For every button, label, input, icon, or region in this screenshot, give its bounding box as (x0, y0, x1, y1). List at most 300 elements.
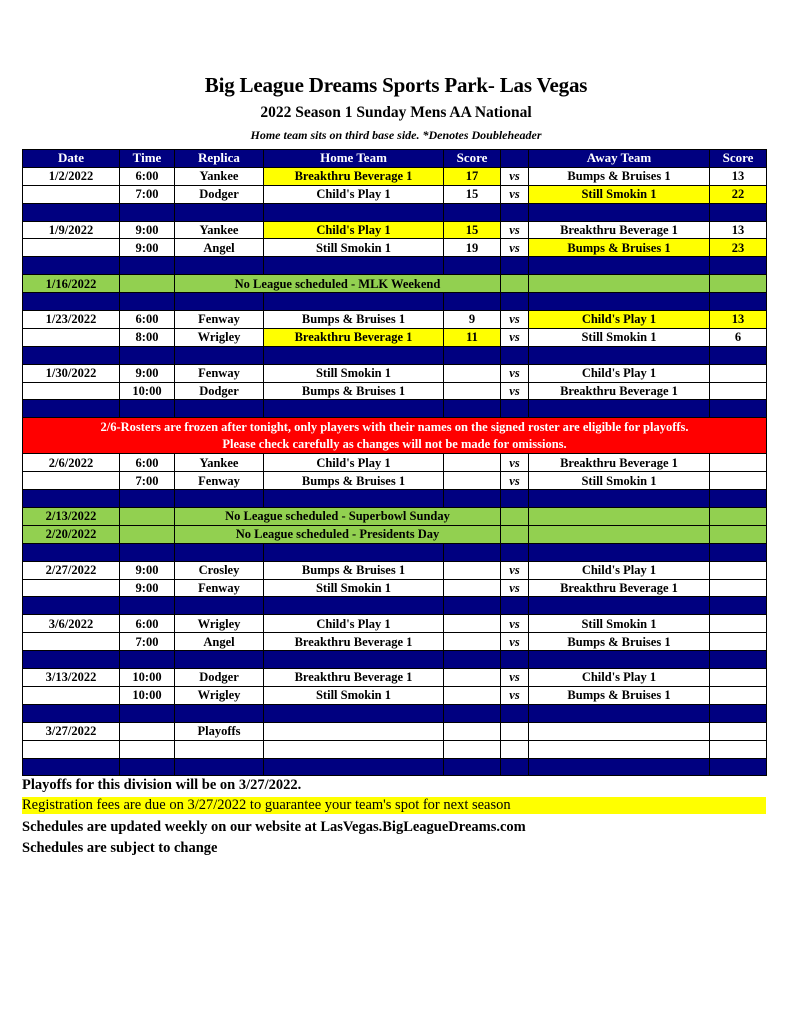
separator-cell (23, 257, 120, 275)
game-date: 3/6/2022 (23, 615, 120, 633)
empty-cell (120, 508, 175, 526)
home-team: Child's Play 1 (264, 454, 444, 472)
separator-cell (120, 758, 175, 776)
separator-cell (120, 543, 175, 561)
playoffs-date: 3/27/2022 (23, 722, 120, 740)
game-date (23, 472, 120, 490)
separator-cell (175, 704, 264, 722)
game-field: Angel (175, 633, 264, 651)
separator-cell (264, 758, 444, 776)
empty-cell (501, 740, 529, 758)
separator-cell (444, 490, 501, 508)
separator-cell (710, 203, 767, 221)
game-time: 10:00 (120, 382, 175, 400)
separator-cell (529, 400, 710, 418)
separator-cell (264, 490, 444, 508)
away-score (710, 686, 767, 704)
separator-cell (529, 704, 710, 722)
game-date: 1/30/2022 (23, 364, 120, 382)
away-score (710, 472, 767, 490)
home-score (444, 382, 501, 400)
away-score: 22 (710, 185, 767, 203)
separator-cell (444, 346, 501, 364)
vs-label: vs (501, 561, 529, 579)
game-date (23, 579, 120, 597)
away-team: Bumps & Bruises 1 (529, 686, 710, 704)
separator-cell (529, 597, 710, 615)
game-row (23, 221, 767, 239)
no-league-date: 2/20/2022 (23, 525, 120, 543)
separator-cell (120, 490, 175, 508)
game-time: 7:00 (120, 633, 175, 651)
game-field: Fenway (175, 472, 264, 490)
separator-cell (710, 597, 767, 615)
separator-cell (529, 651, 710, 669)
game-field: Angel (175, 239, 264, 257)
home-team: Child's Play 1 (264, 185, 444, 203)
home-team: Breakthru Beverage 1 (264, 328, 444, 346)
separator-cell (264, 203, 444, 221)
separator-cell (175, 203, 264, 221)
separator-cell (501, 490, 529, 508)
no-league-message: No League scheduled - Superbowl Sunday (175, 508, 501, 526)
empty-cell (710, 525, 767, 543)
game-row (23, 669, 767, 687)
home-score (444, 615, 501, 633)
home-team: Still Smokin 1 (264, 686, 444, 704)
empty-cell (529, 508, 710, 526)
home-team: Breakthru Beverage 1 (264, 167, 444, 185)
game-row (23, 328, 767, 346)
empty-cell (444, 740, 501, 758)
game-field: Wrigley (175, 686, 264, 704)
col-header-home-score: Score (444, 150, 501, 168)
separator-cell (175, 293, 264, 311)
separator-cell (120, 400, 175, 418)
game-date: 2/27/2022 (23, 561, 120, 579)
separator-cell (120, 257, 175, 275)
empty-cell (710, 275, 767, 293)
vs-label: vs (501, 239, 529, 257)
empty-cell (710, 508, 767, 526)
game-date: 2/6/2022 (23, 454, 120, 472)
away-team: Breakthru Beverage 1 (529, 579, 710, 597)
separator-row (23, 651, 767, 669)
separator-row (23, 597, 767, 615)
game-date (23, 185, 120, 203)
home-score (444, 561, 501, 579)
vs-label: vs (501, 167, 529, 185)
empty-cell (501, 508, 529, 526)
separator-cell (175, 346, 264, 364)
game-date (23, 686, 120, 704)
empty-cell (175, 740, 264, 758)
separator-cell (120, 346, 175, 364)
game-row (23, 686, 767, 704)
game-field: Yankee (175, 454, 264, 472)
away-score: 6 (710, 328, 767, 346)
game-date: 1/9/2022 (23, 221, 120, 239)
game-date (23, 382, 120, 400)
away-team: Child's Play 1 (529, 311, 710, 329)
away-team: Bumps & Bruises 1 (529, 239, 710, 257)
game-field: Crosley (175, 561, 264, 579)
empty-cell (501, 275, 529, 293)
game-field: Fenway (175, 364, 264, 382)
away-score (710, 364, 767, 382)
empty-cell (501, 525, 529, 543)
home-team: Bumps & Bruises 1 (264, 561, 444, 579)
col-header-home-team: Home Team (264, 150, 444, 168)
schedule-table (22, 149, 767, 776)
vs-label: vs (501, 615, 529, 633)
separator-row (23, 704, 767, 722)
separator-cell (23, 704, 120, 722)
home-team: Child's Play 1 (264, 221, 444, 239)
home-score (444, 633, 501, 651)
separator-cell (529, 293, 710, 311)
game-time: 8:00 (120, 328, 175, 346)
separator-row (23, 543, 767, 561)
empty-cell (529, 275, 710, 293)
col-header-vs (501, 150, 529, 168)
game-time: 6:00 (120, 311, 175, 329)
empty-cell (529, 525, 710, 543)
separator-cell (444, 704, 501, 722)
footer-website-note: Schedules are updated weekly on our website at LasVegas.BigLeagueDreams.com (22, 819, 526, 835)
separator-cell (444, 543, 501, 561)
separator-cell (444, 293, 501, 311)
separator-cell (120, 597, 175, 615)
away-score: 13 (710, 167, 767, 185)
separator-cell (501, 704, 529, 722)
empty-cell (529, 740, 710, 758)
no-league-message: No League scheduled - Presidents Day (175, 525, 501, 543)
game-field: Dodger (175, 185, 264, 203)
game-row (23, 239, 767, 257)
home-team: Bumps & Bruises 1 (264, 311, 444, 329)
separator-cell (23, 400, 120, 418)
home-score: 17 (444, 167, 501, 185)
no-league-row (23, 525, 767, 543)
alert-line-1: 2/6-Rosters are frozen after tonight, only players with their names on the signed roster are eligible for playoffs. (100, 419, 689, 434)
game-field: Fenway (175, 311, 264, 329)
no-league-row (23, 508, 767, 526)
separator-cell (120, 293, 175, 311)
empty-cell (710, 740, 767, 758)
separator-cell (501, 651, 529, 669)
away-team: Still Smokin 1 (529, 472, 710, 490)
separator-cell (710, 490, 767, 508)
separator-cell (175, 400, 264, 418)
game-date: 3/13/2022 (23, 669, 120, 687)
away-score (710, 561, 767, 579)
vs-label: vs (501, 669, 529, 687)
col-header-replica: Replica (175, 150, 264, 168)
empty-cell (444, 722, 501, 740)
separator-cell (264, 597, 444, 615)
game-date (23, 239, 120, 257)
separator-cell (501, 293, 529, 311)
separator-cell (120, 704, 175, 722)
separator-cell (23, 651, 120, 669)
separator-cell (23, 758, 120, 776)
roster-freeze-alert (23, 418, 767, 454)
empty-cell (529, 722, 710, 740)
separator-cell (444, 651, 501, 669)
separator-cell (501, 758, 529, 776)
game-time: 6:00 (120, 167, 175, 185)
separator-cell (501, 400, 529, 418)
separator-cell (710, 293, 767, 311)
away-team: Breakthru Beverage 1 (529, 221, 710, 239)
separator-cell (175, 758, 264, 776)
vs-label: vs (501, 328, 529, 346)
game-row (23, 382, 767, 400)
game-time: 10:00 (120, 669, 175, 687)
game-time: 9:00 (120, 561, 175, 579)
separator-cell (175, 490, 264, 508)
home-team: Still Smokin 1 (264, 239, 444, 257)
game-row (23, 167, 767, 185)
vs-label: vs (501, 633, 529, 651)
game-row (23, 454, 767, 472)
vs-label: vs (501, 579, 529, 597)
separator-cell (444, 597, 501, 615)
game-field: Fenway (175, 579, 264, 597)
playoffs-row (23, 722, 767, 740)
away-team: Bumps & Bruises 1 (529, 633, 710, 651)
separator-row (23, 293, 767, 311)
separator-cell (529, 490, 710, 508)
separator-cell (529, 346, 710, 364)
game-field: Dodger (175, 669, 264, 687)
away-team: Child's Play 1 (529, 561, 710, 579)
separator-cell (444, 400, 501, 418)
game-row (23, 364, 767, 382)
game-time: 6:00 (120, 454, 175, 472)
away-team: Breakthru Beverage 1 (529, 382, 710, 400)
page-title: Big League Dreams Sports Park- Las Vegas (204, 73, 588, 97)
game-date: 1/2/2022 (23, 167, 120, 185)
separator-row (23, 203, 767, 221)
separator-cell (501, 203, 529, 221)
game-row (23, 472, 767, 490)
separator-cell (120, 651, 175, 669)
separator-cell (23, 203, 120, 221)
separator-cell (529, 257, 710, 275)
game-field: Yankee (175, 221, 264, 239)
home-score (444, 686, 501, 704)
game-row (23, 615, 767, 633)
empty-cell (120, 722, 175, 740)
empty-cell (710, 722, 767, 740)
separator-row (23, 758, 767, 776)
home-score: 11 (444, 328, 501, 346)
no-league-message: No League scheduled - MLK Weekend (175, 275, 501, 293)
col-header-away-team: Away Team (529, 150, 710, 168)
game-field: Dodger (175, 382, 264, 400)
away-team: Still Smokin 1 (529, 615, 710, 633)
home-score: 15 (444, 185, 501, 203)
vs-label: vs (501, 364, 529, 382)
game-time: 9:00 (120, 364, 175, 382)
schedule-body (23, 167, 767, 776)
game-field: Wrigley (175, 615, 264, 633)
away-score (710, 633, 767, 651)
game-time: 7:00 (120, 185, 175, 203)
vs-label: vs (501, 382, 529, 400)
away-score: 13 (710, 311, 767, 329)
empty-cell (264, 740, 444, 758)
empty-row (23, 740, 767, 758)
home-team: Breakthru Beverage 1 (264, 633, 444, 651)
away-score (710, 669, 767, 687)
separator-cell (175, 543, 264, 561)
empty-cell (264, 722, 444, 740)
separator-cell (23, 346, 120, 364)
home-team: Still Smokin 1 (264, 579, 444, 597)
separator-cell (501, 346, 529, 364)
separator-cell (710, 704, 767, 722)
home-team: Breakthru Beverage 1 (264, 669, 444, 687)
home-team: Bumps & Bruises 1 (264, 472, 444, 490)
home-score (444, 364, 501, 382)
separator-cell (710, 257, 767, 275)
home-score (444, 472, 501, 490)
game-time: 9:00 (120, 579, 175, 597)
game-field: Yankee (175, 167, 264, 185)
separator-cell (175, 651, 264, 669)
home-team-note: Home team sits on third base side. *Denotes Doubleheader (250, 128, 542, 142)
away-team: Child's Play 1 (529, 364, 710, 382)
game-row (23, 311, 767, 329)
separator-cell (529, 543, 710, 561)
game-field: Wrigley (175, 328, 264, 346)
empty-cell (120, 740, 175, 758)
no-league-row (23, 275, 767, 293)
col-header-date: Date (23, 150, 120, 168)
away-team: Breakthru Beverage 1 (529, 454, 710, 472)
separator-cell (264, 400, 444, 418)
separator-cell (175, 597, 264, 615)
home-score (444, 454, 501, 472)
game-date (23, 328, 120, 346)
alert-line-2: Please check carefully as changes will not be made for omissions. (222, 436, 567, 451)
separator-cell (710, 400, 767, 418)
home-team: Child's Play 1 (264, 615, 444, 633)
home-score: 19 (444, 239, 501, 257)
separator-cell (529, 203, 710, 221)
home-team: Still Smokin 1 (264, 364, 444, 382)
game-date: 1/23/2022 (23, 311, 120, 329)
separator-cell (529, 758, 710, 776)
game-date (23, 633, 120, 651)
table-header-row (23, 150, 767, 168)
col-header-time: Time (120, 150, 175, 168)
col-header-away-score: Score (710, 150, 767, 168)
separator-cell (444, 257, 501, 275)
away-team: Still Smokin 1 (529, 185, 710, 203)
home-score (444, 579, 501, 597)
away-score (710, 579, 767, 597)
separator-cell (710, 543, 767, 561)
empty-cell (23, 740, 120, 758)
empty-cell (120, 525, 175, 543)
away-team: Still Smokin 1 (529, 328, 710, 346)
season-subtitle: 2022 Season 1 Sunday Mens AA National (260, 104, 532, 121)
separator-row (23, 490, 767, 508)
game-row (23, 579, 767, 597)
separator-cell (444, 203, 501, 221)
separator-cell (23, 293, 120, 311)
vs-label: vs (501, 221, 529, 239)
footer-registration-note: Registration fees are due on 3/27/2022 to guarantee your team's spot for next season (22, 797, 766, 814)
separator-cell (710, 346, 767, 364)
game-time: 9:00 (120, 239, 175, 257)
separator-row (23, 257, 767, 275)
empty-cell (501, 722, 529, 740)
playoffs-label: Playoffs (175, 722, 264, 740)
vs-label: vs (501, 686, 529, 704)
away-score: 23 (710, 239, 767, 257)
separator-cell (264, 293, 444, 311)
footer-subject-note: Schedules are subject to change (22, 840, 218, 856)
vs-label: vs (501, 472, 529, 490)
game-time: 10:00 (120, 686, 175, 704)
vs-label: vs (501, 311, 529, 329)
away-team: Child's Play 1 (529, 669, 710, 687)
separator-cell (444, 758, 501, 776)
home-score: 15 (444, 221, 501, 239)
no-league-date: 2/13/2022 (23, 508, 120, 526)
footer-playoffs-note: Playoffs for this division will be on 3/27/2022. (22, 777, 302, 793)
no-league-date: 1/16/2022 (23, 275, 120, 293)
separator-cell (264, 543, 444, 561)
separator-cell (501, 543, 529, 561)
home-score (444, 669, 501, 687)
game-time: 7:00 (120, 472, 175, 490)
game-row (23, 185, 767, 203)
separator-cell (501, 257, 529, 275)
separator-cell (264, 704, 444, 722)
separator-cell (120, 203, 175, 221)
separator-cell (264, 651, 444, 669)
separator-row (23, 400, 767, 418)
game-row (23, 561, 767, 579)
game-time: 9:00 (120, 221, 175, 239)
separator-cell (501, 597, 529, 615)
home-team: Bumps & Bruises 1 (264, 382, 444, 400)
away-team: Bumps & Bruises 1 (529, 167, 710, 185)
separator-row (23, 346, 767, 364)
separator-cell (23, 490, 120, 508)
game-row (23, 633, 767, 651)
separator-cell (23, 543, 120, 561)
away-score (710, 615, 767, 633)
separator-cell (175, 257, 264, 275)
home-score: 9 (444, 311, 501, 329)
separator-cell (264, 346, 444, 364)
separator-cell (264, 257, 444, 275)
away-score (710, 382, 767, 400)
game-time: 6:00 (120, 615, 175, 633)
separator-cell (710, 758, 767, 776)
vs-label: vs (501, 185, 529, 203)
empty-cell (120, 275, 175, 293)
roster-freeze-alert-row (23, 418, 767, 454)
away-score (710, 454, 767, 472)
